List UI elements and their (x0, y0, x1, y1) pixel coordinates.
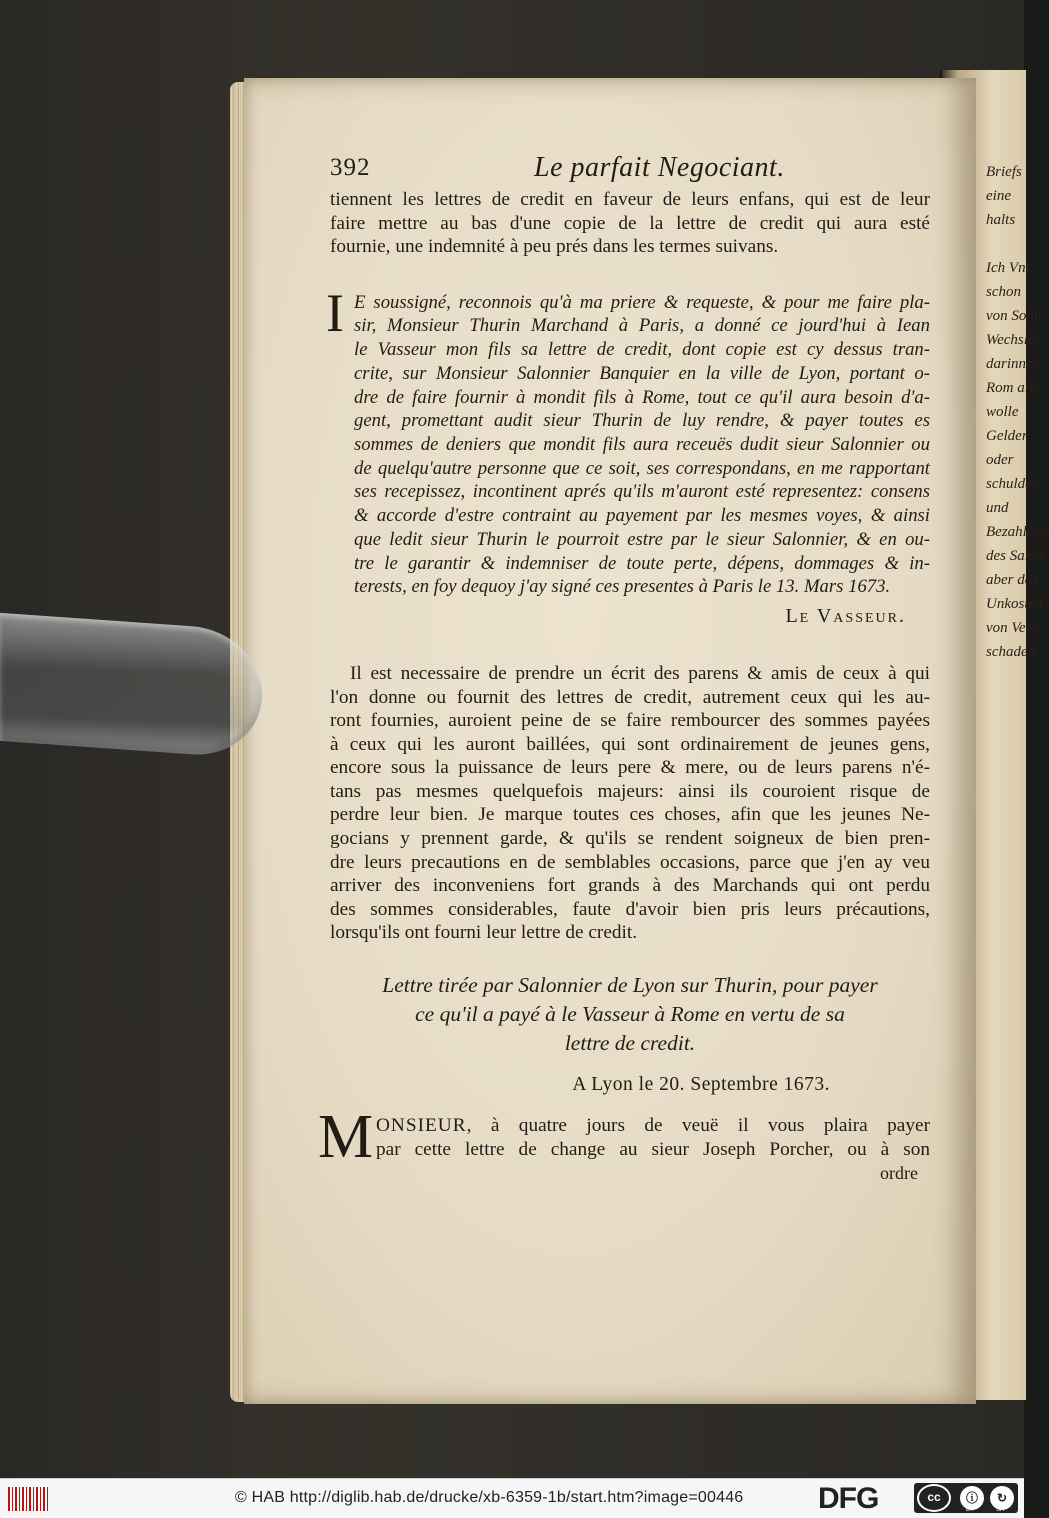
heading-line: lettre de credit. (564, 1031, 696, 1056)
facing-page-text (986, 160, 1049, 664)
text-line: de quelqu'autre personne que ce soit, ses correspondans, en me rapportant (354, 457, 930, 479)
dfg-logo: DFG (818, 1482, 879, 1515)
facing-line: darinnen (986, 356, 1041, 372)
facing-line: Gelder (986, 428, 1028, 444)
facing-line: schaden (986, 644, 1036, 660)
text-line: terests, en foy dequoy j'ay signé ces presentes à Paris le 13. Mars 1673. (354, 576, 891, 598)
text-line: le Vasseur mon fils sa lettre de credit, dont copie est cy dessus tran- (354, 339, 930, 361)
facing-line: Rom alle (986, 380, 1040, 396)
facing-line: oder (986, 452, 1014, 468)
by-icon: ⓘ (960, 1486, 984, 1510)
facing-line: und (986, 500, 1009, 516)
page-content (318, 152, 930, 1184)
by-label: BY (966, 1507, 975, 1513)
text-line: Il est necessaire de prendre un écrit des parens & amis de ceux à qui (350, 662, 930, 684)
facing-line: Ich Vnt (986, 260, 1030, 276)
text-line: encore sous la puissance de leurs pere & mere, ou de leurs parens n'é- (330, 757, 930, 779)
text-line: à ceux qui les auront baillées, qui sont ordinairement de jeunes gens, (330, 733, 930, 755)
glass-page-weight (0, 613, 262, 759)
advice-paragraph (330, 662, 930, 945)
text-line: faire mettre au bas d'une copie de la lettre de credit qui aura esté (330, 212, 930, 234)
declaration-text (354, 291, 930, 599)
text-line: l'on donne ou fournit des lettres de credit, autrement ceux qui les au- (330, 686, 930, 708)
heading-line: ce qu'il a payé à le Vasseur à Rome en vertu de sa (415, 1002, 845, 1027)
letter-body (318, 1103, 930, 1172)
cc-icon: cc (917, 1484, 951, 1512)
sa-label: SA (996, 1507, 1005, 1513)
facing-line: halts (986, 212, 1016, 228)
heading-line: Lettre tirée par Salonnier de Lyon sur Thurin, pour payer (382, 973, 878, 998)
facing-line: schulden (986, 476, 1040, 492)
text-line: fournie, une indemnité à peu prés dans les termes suivans. (330, 236, 779, 258)
page-number: 392 (330, 154, 371, 181)
facing-line: aber das (986, 572, 1039, 588)
text-line: que ledit sieur Thurin le pourroit estre par le sieur Salonnier, & en ou- (354, 528, 930, 550)
letter-text (376, 1114, 930, 1161)
running-head (330, 154, 930, 188)
text-line: dre leurs precautions en de semblables occasions, parce que j'en ay veu (330, 851, 930, 873)
text-line: crite, sur Monsieur Salonnier Banquier en la ville de Lyon, portant o- (354, 362, 930, 384)
facing-line: Briefs (986, 164, 1022, 180)
opening-paragraph (330, 188, 930, 259)
text-line: tre le garantir & indemniser de toute perte, dépens, dommages & in- (354, 552, 930, 574)
footer-bar (0, 1478, 1024, 1518)
signature: Le Vasseur. (785, 604, 906, 627)
letter-heading (330, 971, 930, 1058)
text-line: E soussigné, reconnois qu'à ma priere & requeste, & pour me faire pla- (354, 291, 930, 313)
barcode-icon (8, 1487, 48, 1511)
facing-line: wolle (986, 404, 1019, 420)
facing-line: von Versc (986, 620, 1044, 636)
cc-license-badge[interactable] (914, 1483, 1018, 1513)
dateline: A Lyon le 20. Septembre 1673. (572, 1074, 830, 1096)
facing-line: von Sohn (986, 308, 1042, 324)
drop-cap: M (318, 1103, 374, 1172)
text-line: & accorde d'estre contraint au payement par les mesmes voyes, & ainsi (354, 505, 930, 527)
text-line: tiennent les lettres de credit en faveur de leurs enfans, qui est de leur (330, 189, 930, 210)
text-line: gocians y prennent garde, & qu'ils se rendent soigneux de bien pren- (330, 828, 930, 850)
text-line (376, 1114, 930, 1138)
text-line: dre de faire fournir à mondit fils à Rome, tout ce qu'il aura besoin d'a- (354, 386, 930, 408)
facing-line (986, 232, 1046, 256)
drop-cap: I (326, 282, 344, 343)
facing-line: Wechsler (986, 332, 1041, 348)
text-line: sir, Monsieur Thurin Marchand à Paris, a donné ce jourd'hui à Iean (354, 315, 930, 337)
book-page (244, 78, 976, 1404)
catchword: ordre (880, 1163, 918, 1184)
facing-line: des Salon (986, 548, 1044, 564)
facing-line: schon (986, 284, 1021, 300)
sa-icon: ↻ (990, 1486, 1014, 1510)
running-title: Le parfait Negociant. (534, 152, 785, 183)
text-line: des sommes considerables, faute d'avoir bien pris leurs précautions, (330, 898, 930, 920)
facing-line: eine (986, 188, 1011, 204)
text-line: perdre leur bien. Je marque toutes ces choses, afin que les jeunes Ne- (330, 804, 930, 826)
source-link[interactable]: © HAB http://diglib.hab.de/drucke/xb-6359-1b/start.htm?image=00446 (235, 1489, 744, 1506)
facing-line: Bezahlung (986, 524, 1049, 540)
text-line: ront fournies, auroient peine de se faire rembourcer des sommes payées (330, 710, 930, 732)
facing-line: Unkosten (986, 596, 1043, 612)
salutation: ONSIEUR (376, 1115, 467, 1137)
declaration (326, 282, 930, 599)
text-line: arriver des inconveniens fort grands à des Marchands qui ont perdu (330, 875, 930, 897)
text-line: tans pas mesmes quelquefois majeurs: ainsi ils couroient risque de (330, 780, 930, 802)
text-line: ses recepissez, incontinent aprés qu'ils m'auront esté representez: consens (354, 481, 930, 503)
text-line: sommes de deniers que mondit fils aura receuës dudit sieur Salonnier ou (354, 434, 930, 455)
text-line: par cette lettre de change au sieur Joseph Porcher, ou à son (376, 1138, 930, 1160)
text-line: gent, promettant audit sieur Thurin de luy rendre, & payer toutes es (354, 410, 930, 432)
text-line: lorsqu'ils ont fourni leur lettre de credit. (330, 922, 638, 944)
text-fragment: , à quatre jours de veuë il vous plaira payer (466, 1115, 930, 1137)
